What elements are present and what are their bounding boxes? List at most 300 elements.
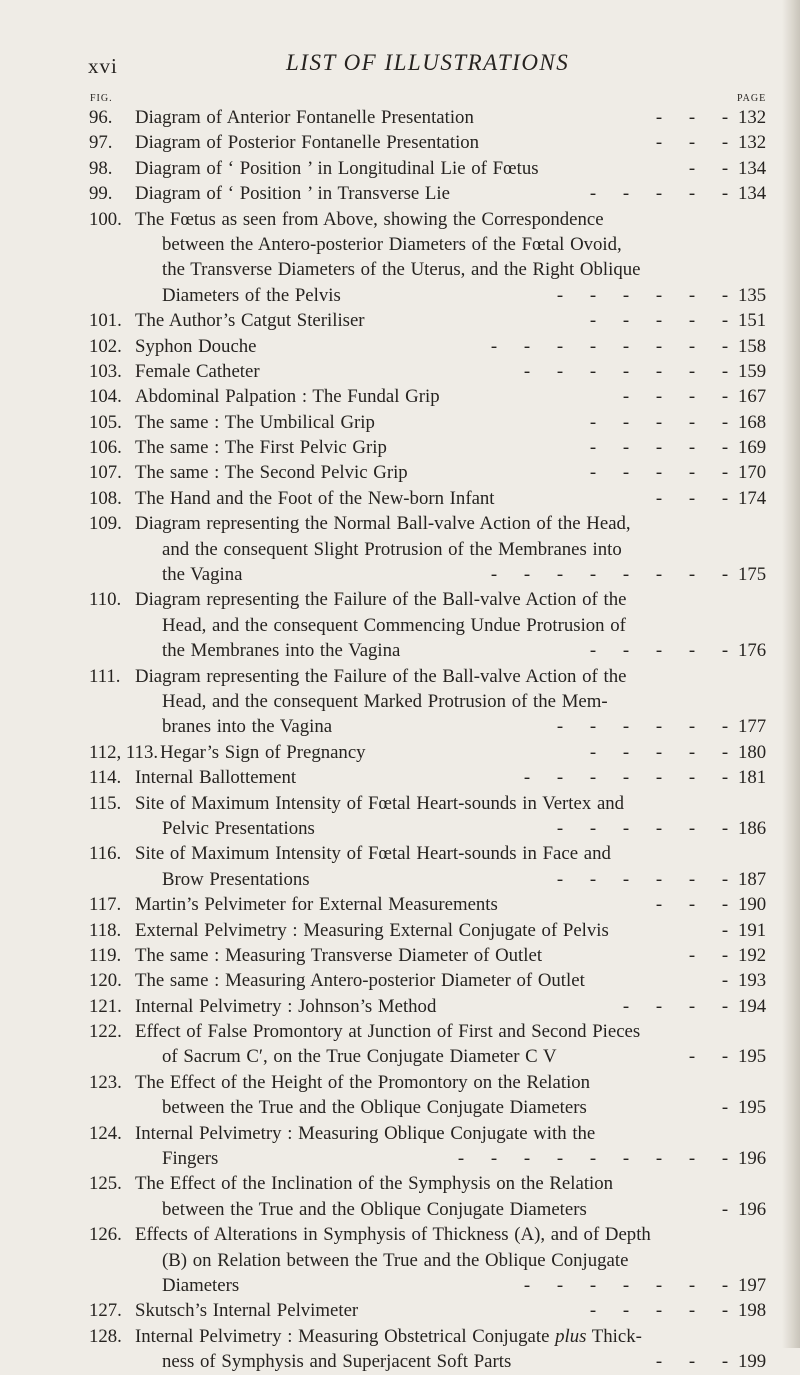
list-item	[0, 486, 800, 511]
page-number: 180	[738, 741, 767, 763]
page-number: 151	[738, 310, 767, 332]
figure-caption: Diagram representing the Normal Ball-valve Action of the Head,	[135, 513, 631, 535]
list-item	[0, 664, 800, 740]
figure-caption: between the True and the Oblique Conjugate Diameters	[162, 1198, 587, 1220]
list-item	[0, 892, 800, 917]
leader-dash: -	[655, 360, 663, 382]
figure-caption: The same : The First Pelvic Grip	[135, 437, 387, 459]
figure-caption: (B) on Relation between the True and the Oblique Conjugate	[162, 1249, 629, 1271]
entry-first-line	[0, 587, 800, 612]
entry-continuation-line	[0, 638, 800, 663]
figure-caption: The Effect of the Height of the Promontory on the Relation	[135, 1071, 591, 1093]
leader-dash: -	[589, 716, 597, 738]
leader-dash: -	[622, 564, 630, 586]
figure-number: 119.	[89, 944, 122, 966]
figure-number: 106.	[89, 437, 122, 459]
leader-dash: -	[622, 868, 630, 890]
leader-dash: -	[721, 640, 729, 662]
figure-number: 105.	[89, 411, 122, 433]
leader-dash: -	[721, 1148, 729, 1170]
figure-caption: the Transverse Diameters of the Uterus, and the Right Oblique	[162, 259, 641, 281]
leader-dash: -	[589, 868, 597, 890]
list-item	[0, 1324, 800, 1375]
figure-caption: The Fœtus as seen from Above, showing the Correspondence	[135, 208, 604, 230]
entry-continuation-line	[0, 1349, 800, 1374]
entry-first-line	[0, 943, 800, 968]
figure-number: 125.	[89, 1173, 122, 1195]
list-item	[0, 511, 800, 587]
leader-dash: -	[556, 284, 564, 306]
entry-first-line	[0, 486, 800, 511]
figure-number: 117.	[89, 894, 122, 916]
leader-dash: -	[721, 1351, 729, 1373]
leader-dash: -	[589, 1300, 597, 1322]
page-number: 198	[738, 1300, 767, 1322]
leader-dash: -	[457, 1148, 465, 1170]
entry-continuation-line	[0, 232, 800, 257]
entry-continuation-line	[0, 1248, 800, 1273]
entry-continuation-line	[0, 613, 800, 638]
leader-dash: -	[655, 310, 663, 332]
figure-caption: between the Antero-posterior Diameters of the Fœtal Ovoid,	[162, 233, 622, 255]
leader-dash: -	[688, 995, 696, 1017]
page-number: 135	[738, 284, 767, 306]
leader-dash: -	[556, 1148, 564, 1170]
leader-dash: -	[655, 995, 663, 1017]
leader-dash: -	[688, 386, 696, 408]
leader-dash: -	[688, 360, 696, 382]
leader-dash: -	[721, 157, 729, 179]
list-item	[0, 994, 800, 1019]
list-item	[0, 105, 800, 130]
list-item	[0, 765, 800, 790]
leader-dash: -	[622, 462, 630, 484]
leader-dash: -	[721, 741, 729, 763]
leader-dash: -	[655, 564, 663, 586]
entry-first-line	[0, 1019, 800, 1044]
list-item	[0, 943, 800, 968]
figure-number: 100.	[89, 208, 122, 230]
leader-dash: -	[655, 741, 663, 763]
page-number: 186	[738, 817, 767, 839]
leader-dash: -	[622, 284, 630, 306]
page-number: 199	[738, 1351, 767, 1373]
entry-continuation-line	[0, 867, 800, 892]
leader-dash: -	[688, 310, 696, 332]
page-number: 181	[738, 767, 767, 789]
leader-dash: -	[688, 741, 696, 763]
entry-first-line	[0, 105, 800, 130]
leader-dash: -	[589, 564, 597, 586]
leader-dash: -	[688, 894, 696, 916]
leader-dash: -	[721, 767, 729, 789]
figure-number: 128.	[89, 1325, 122, 1347]
figure-number: 102.	[89, 335, 122, 357]
leader-dash: -	[721, 386, 729, 408]
leader-dash: -	[721, 284, 729, 306]
page-number: 158	[738, 335, 767, 357]
leader-dash: -	[523, 1148, 531, 1170]
leader-dash: -	[622, 767, 630, 789]
leader-dash: -	[655, 183, 663, 205]
list-item	[0, 460, 800, 485]
figure-caption: Female Catheter	[135, 360, 260, 382]
leader-dash: -	[523, 564, 531, 586]
figure-number: 127.	[89, 1300, 122, 1322]
figure-number: 97.	[89, 132, 113, 154]
page-number: 167	[738, 386, 767, 408]
running-head	[0, 50, 800, 80]
figure-caption: Diagram representing the Failure of the Ball-valve Action of the	[135, 665, 627, 687]
leader-dash: -	[721, 817, 729, 839]
leader-dash: -	[622, 716, 630, 738]
page-number: 187	[738, 868, 767, 890]
figure-number: 114.	[89, 767, 122, 789]
list-item	[0, 740, 800, 765]
leader-dash: -	[655, 462, 663, 484]
figure-caption: Abdominal Palpation : The Fundal Grip	[135, 386, 440, 408]
leader-dash: -	[589, 284, 597, 306]
leader-dash: -	[688, 487, 696, 509]
leader-dash: -	[721, 564, 729, 586]
leader-dash: -	[622, 437, 630, 459]
page-number: 177	[738, 716, 767, 738]
list-item	[0, 435, 800, 460]
leader-dash: -	[721, 1198, 729, 1220]
entry-continuation-line	[0, 1095, 800, 1120]
figure-number: 122.	[89, 1021, 122, 1043]
leader-dash: -	[556, 360, 564, 382]
page-column-label: PAGE	[737, 93, 767, 104]
figure-number: 126.	[89, 1224, 122, 1246]
figure-number: 116.	[89, 843, 122, 865]
leader-dash: -	[721, 1300, 729, 1322]
entry-first-line	[0, 892, 800, 917]
leader-dash: -	[622, 386, 630, 408]
leader-dash: -	[721, 183, 729, 205]
figure-caption: Internal Pelvimetry : Measuring Oblique Conjugate with the	[135, 1122, 596, 1144]
leader-dash: -	[589, 767, 597, 789]
entry-continuation-line	[0, 257, 800, 282]
page-number: 194	[738, 995, 767, 1017]
leader-dash: -	[688, 132, 696, 154]
list-item	[0, 334, 800, 359]
page-number: 196	[738, 1198, 767, 1220]
figure-caption: Internal Pelvimetry : Johnson’s Method	[135, 995, 437, 1017]
figure-caption: The same : The Second Pelvic Grip	[135, 462, 408, 484]
figure-caption: The Author’s Catgut Steriliser	[135, 310, 365, 332]
leader-dash: -	[589, 360, 597, 382]
list-item	[0, 791, 800, 842]
page-number: 159	[738, 360, 767, 382]
figure-number: 109.	[89, 513, 122, 535]
illustration-list	[0, 105, 800, 1375]
leader-dash: -	[721, 107, 729, 128]
leader-dash: -	[589, 437, 597, 459]
leader-dash: -	[688, 640, 696, 662]
entry-first-line	[0, 918, 800, 943]
leader-dash: -	[589, 183, 597, 205]
leader-dash: -	[721, 944, 729, 966]
leader-dash: -	[721, 995, 729, 1017]
list-item	[0, 1121, 800, 1172]
figure-number: 121.	[89, 995, 122, 1017]
figure-caption: Internal Ballottement	[135, 767, 297, 789]
entry-first-line	[0, 765, 800, 790]
page-number: 132	[738, 132, 767, 154]
leader-dash: -	[688, 335, 696, 357]
entry-continuation-line	[0, 283, 800, 308]
leader-dash: -	[655, 284, 663, 306]
list-item	[0, 1070, 800, 1121]
leader-dash: -	[622, 741, 630, 763]
leader-dash: -	[721, 360, 729, 382]
figure-number: 98.	[89, 157, 113, 179]
leader-dash: -	[721, 132, 729, 154]
figure-number: 96.	[89, 107, 113, 128]
leader-dash: -	[655, 411, 663, 433]
leader-dash: -	[688, 107, 696, 128]
leader-dash: -	[589, 411, 597, 433]
figure-caption: The same : Measuring Transverse Diameter of Outlet	[135, 944, 543, 966]
figure-number: 99.	[89, 183, 113, 205]
leader-dash: -	[688, 462, 696, 484]
entry-first-line	[0, 740, 800, 765]
figure-caption: Fingers	[162, 1148, 219, 1170]
figure-number: 124.	[89, 1122, 122, 1144]
leader-dash: -	[655, 487, 663, 509]
figure-caption: Brow Presentations	[162, 868, 310, 890]
leader-dash: -	[721, 462, 729, 484]
entry-first-line	[0, 181, 800, 206]
leader-dash: -	[589, 640, 597, 662]
figure-caption: Diagram of Anterior Fontanelle Presentation	[135, 107, 474, 128]
leader-dash: -	[589, 1148, 597, 1170]
figure-caption: Diagram representing the Failure of the Ball-valve Action of the	[135, 589, 627, 611]
list-item	[0, 156, 800, 181]
entry-first-line	[0, 791, 800, 816]
leader-dash: -	[721, 335, 729, 357]
leader-dash: -	[655, 132, 663, 154]
leader-dash: -	[556, 335, 564, 357]
page-number: 195	[738, 1097, 767, 1119]
figure-caption: Effect of False Promontory at Junction of First and Second Pieces	[135, 1021, 641, 1043]
list-item	[0, 587, 800, 663]
leader-dash: -	[523, 1274, 531, 1296]
figure-caption: Effects of Alterations in Symphysis of Thickness (A), and of Depth	[135, 1224, 651, 1246]
leader-dash: -	[655, 817, 663, 839]
leader-dash: -	[688, 564, 696, 586]
leader-dash: -	[721, 411, 729, 433]
leader-dash: -	[688, 817, 696, 839]
leader-dash: -	[655, 640, 663, 662]
figure-number: 118.	[89, 919, 122, 941]
leader-dash: -	[556, 564, 564, 586]
leader-dash: -	[589, 741, 597, 763]
leader-dash: -	[721, 894, 729, 916]
leader-dash: -	[655, 716, 663, 738]
figure-caption: Diagram of Posterior Fontanelle Presentation	[135, 132, 480, 154]
page-number: 168	[738, 411, 767, 433]
figure-caption: Diameters	[162, 1274, 240, 1296]
list-item	[0, 207, 800, 309]
entry-continuation-line	[0, 1197, 800, 1222]
leader-dash: -	[622, 1274, 630, 1296]
entry-continuation-line	[0, 562, 800, 587]
leader-dash: -	[622, 310, 630, 332]
figure-caption: Head, and the consequent Commencing Undue Protrusion of	[162, 614, 626, 636]
leader-dash: -	[655, 894, 663, 916]
leader-dash: -	[556, 817, 564, 839]
page-number: 190	[738, 894, 767, 916]
leader-dash: -	[721, 1046, 729, 1068]
figure-number: 111.	[89, 665, 121, 687]
leader-dash: -	[688, 716, 696, 738]
leader-dash: -	[556, 716, 564, 738]
figure-caption: Diagram of ‘ Position ’ in Transverse Lie	[135, 183, 450, 205]
page-number: 169	[738, 437, 767, 459]
page-number: 195	[738, 1046, 767, 1068]
leader-dash: -	[688, 868, 696, 890]
list-item	[0, 384, 800, 409]
leader-dash: -	[556, 868, 564, 890]
leader-dash: -	[688, 944, 696, 966]
list-item	[0, 181, 800, 206]
list-item	[0, 410, 800, 435]
entry-first-line	[0, 435, 800, 460]
entry-first-line	[0, 841, 800, 866]
leader-dash: -	[622, 995, 630, 1017]
figure-caption: between the True and the Oblique Conjugate Diameters	[162, 1097, 587, 1119]
entry-first-line	[0, 156, 800, 181]
leader-dash: -	[688, 767, 696, 789]
leader-dash: -	[523, 335, 531, 357]
list-item	[0, 1222, 800, 1298]
list-item	[0, 918, 800, 943]
leader-dash: -	[688, 437, 696, 459]
entry-first-line	[0, 359, 800, 384]
leader-dash: -	[523, 360, 531, 382]
leader-dash: -	[655, 107, 663, 128]
list-item	[0, 841, 800, 892]
entry-first-line	[0, 460, 800, 485]
figure-caption: Diameters of the Pelvis	[162, 284, 341, 306]
entry-first-line	[0, 410, 800, 435]
figure-number: 104.	[89, 386, 122, 408]
figure-caption: of Sacrum C′, on the True Conjugate Diameter C V	[162, 1046, 557, 1068]
page-number: 134	[738, 183, 767, 205]
list-item	[0, 1171, 800, 1222]
leader-dash: -	[655, 386, 663, 408]
list-item	[0, 968, 800, 993]
leader-dash: -	[688, 1300, 696, 1322]
page-number: 192	[738, 944, 767, 966]
leader-dash: -	[688, 1274, 696, 1296]
leader-dash: -	[688, 183, 696, 205]
leader-dash: -	[622, 1300, 630, 1322]
leader-dash: -	[721, 310, 729, 332]
leader-dash: -	[589, 817, 597, 839]
figure-caption: Site of Maximum Intensity of Fœtal Heart-sounds in Vertex and	[135, 792, 625, 814]
leader-dash: -	[622, 1148, 630, 1170]
entry-first-line	[0, 1171, 800, 1196]
leader-dash: -	[655, 1300, 663, 1322]
page-number: 170	[738, 462, 767, 484]
list-item	[0, 1298, 800, 1323]
figure-caption: Skutsch’s Internal Pelvimeter	[135, 1300, 359, 1322]
figure-number: 115.	[89, 792, 122, 814]
entry-continuation-line	[0, 1273, 800, 1298]
figure-number: 108.	[89, 487, 122, 509]
figure-caption: the Membranes into the Vagina	[162, 640, 401, 662]
page-number: 193	[738, 970, 767, 992]
entry-first-line	[0, 207, 800, 232]
leader-dash: -	[622, 411, 630, 433]
entry-continuation-line	[0, 816, 800, 841]
figure-number: 112, 113.	[89, 741, 159, 763]
leader-dash: -	[622, 360, 630, 382]
figure-caption: Hegar’s Sign of Pregnancy	[160, 741, 366, 763]
italic-word: plus	[555, 1325, 587, 1347]
folio: xvi	[88, 54, 118, 78]
leader-dash: -	[721, 487, 729, 509]
leader-dash: -	[622, 183, 630, 205]
figure-caption: Internal Pelvimetry : Measuring Obstetrical Conjugate plus Thick-	[135, 1325, 642, 1347]
figure-number: 107.	[89, 462, 122, 484]
page-number: 191	[738, 919, 767, 941]
figure-number: 110.	[89, 589, 122, 611]
leader-dash: -	[490, 564, 498, 586]
leader-dash: -	[589, 310, 597, 332]
leader-dash: -	[721, 1274, 729, 1296]
entry-first-line	[0, 511, 800, 536]
leader-dash: -	[556, 767, 564, 789]
leader-dash: -	[721, 716, 729, 738]
figure-caption: The same : The Umbilical Grip	[135, 411, 375, 433]
leader-dash: -	[688, 1351, 696, 1373]
figure-number: 103.	[89, 360, 122, 382]
list-item	[0, 130, 800, 155]
entry-continuation-line	[0, 714, 800, 739]
figure-caption: Syphon Douche	[135, 335, 257, 357]
leader-dash: -	[490, 335, 498, 357]
page-number: 132	[738, 107, 767, 128]
leader-dash: -	[655, 437, 663, 459]
leader-dash: -	[589, 1274, 597, 1296]
leader-dash: -	[622, 817, 630, 839]
figure-number: 120.	[89, 970, 122, 992]
leader-dash: -	[721, 868, 729, 890]
leader-dash: -	[688, 411, 696, 433]
leader-dash: -	[655, 1351, 663, 1373]
leader-dash: -	[688, 157, 696, 179]
entry-first-line	[0, 384, 800, 409]
figure-caption: Diagram of ‘ Position ’ in Longitudinal Lie of Fœtus	[135, 157, 539, 179]
leader-dash: -	[688, 1046, 696, 1068]
figure-caption: the Vagina	[162, 564, 243, 586]
leader-dash: -	[622, 640, 630, 662]
entry-first-line	[0, 1324, 800, 1349]
figure-caption: Site of Maximum Intensity of Fœtal Heart-sounds in Face and	[135, 843, 611, 865]
leader-dash: -	[655, 868, 663, 890]
entry-first-line	[0, 968, 800, 993]
page-number: 134	[738, 157, 767, 179]
leader-dash: -	[655, 335, 663, 357]
page-title: LIST OF ILLUSTRATIONS	[286, 50, 570, 75]
leader-dash: -	[721, 437, 729, 459]
list-item	[0, 308, 800, 333]
entry-first-line	[0, 1121, 800, 1146]
